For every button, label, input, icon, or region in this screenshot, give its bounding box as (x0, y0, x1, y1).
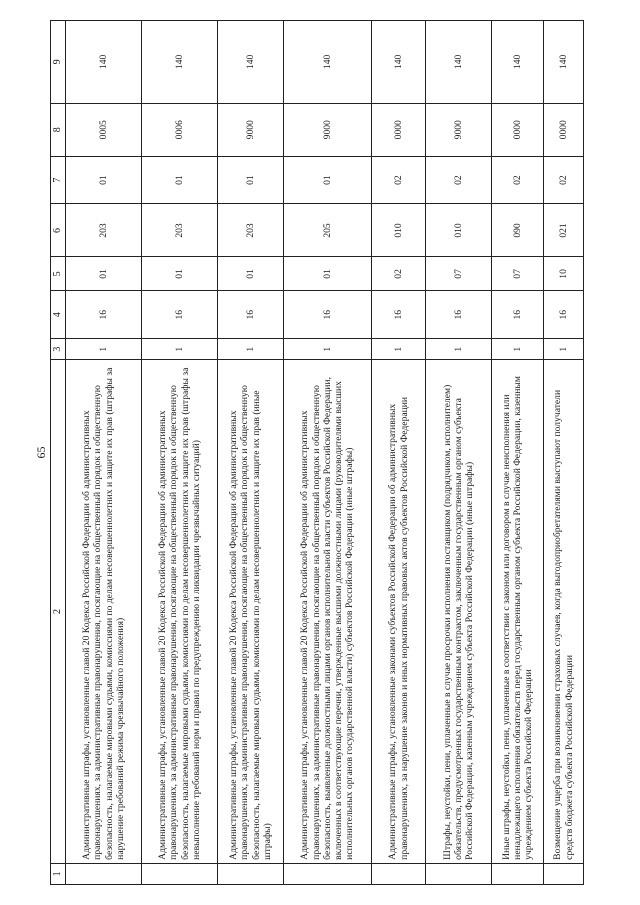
cell-description: Иные штрафы, неустойки, пени, уплаченные в соответствии с законом или договором в случае неисполнения или ненадлежащего исполнения обязательств перед государственным органом субъекта Российской Федерации, казенным учреждением субъекта Российской Федерации (492, 360, 544, 864)
header-cell: 7 (51, 156, 66, 204)
cell-col9: 140 (66, 21, 142, 104)
cell-col3: 1 (142, 339, 218, 360)
cell-col3: 1 (544, 339, 584, 360)
cell-col5: 10 (544, 257, 584, 291)
cell-col7: 02 (492, 156, 544, 204)
page-number: 65 (34, 446, 48, 459)
cell-col3: 1 (66, 339, 142, 360)
cell-col1 (66, 863, 142, 884)
header-cell: 9 (51, 21, 66, 104)
cell-col8: 0000 (372, 103, 426, 156)
cell-col5: 07 (426, 257, 492, 291)
cell-col1 (372, 863, 426, 884)
cell-col6: 021 (544, 204, 584, 257)
cell-col5: 01 (284, 257, 372, 291)
cell-col9: 140 (372, 21, 426, 104)
cell-col7: 02 (426, 156, 492, 204)
cell-col5: 02 (372, 257, 426, 291)
header-cell: 1 (51, 863, 66, 884)
cell-col3: 1 (426, 339, 492, 360)
rotated-page (36, 20, 621, 885)
header-cell: 5 (51, 257, 66, 291)
cell-col3: 1 (284, 339, 372, 360)
cell-description: Штрафы, неустойки, пени, уплаченные в случае просрочки исполнения поставщиком (подрядчиком, исполнителем) обязательств, предусмотренных государственным контрактом, заключенным государственным органом субъекта Российской Федерации, казенным учреждением субъекта Российской Федерации (иные штрафы) (426, 360, 492, 864)
cell-description: Административные штрафы, установленные законами субъектов Российской Федерации об административных правонарушениях, за нарушение законов и иных нормативных правовых актов субъектов Российской Федерации (372, 360, 426, 864)
cell-col4: 16 (372, 291, 426, 339)
cell-col4: 16 (544, 291, 584, 339)
table-row (66, 21, 142, 885)
cell-col7: 01 (66, 156, 142, 204)
header-cell: 4 (51, 291, 66, 339)
table-row (284, 21, 372, 885)
table-header-row (51, 21, 66, 885)
cell-col9: 140 (492, 21, 544, 104)
cell-col4: 16 (492, 291, 544, 339)
cell-description: Возмещение ущерба при возникновении страховых случаев, когда выгодоприобретателями выступают получатели средств бюджета субъекта Российской Федерации (544, 360, 584, 864)
cell-col1 (426, 863, 492, 884)
cell-col7: 01 (284, 156, 372, 204)
cell-col4: 16 (218, 291, 284, 339)
cell-col5: 01 (218, 257, 284, 291)
cell-col6: 203 (66, 204, 142, 257)
cell-col9: 140 (426, 21, 492, 104)
cell-col6: 010 (372, 204, 426, 257)
cell-col6: 205 (284, 204, 372, 257)
cell-col9: 140 (218, 21, 284, 104)
cell-col8: 0000 (544, 103, 584, 156)
cell-description: Административные штрафы, установленные главой 20 Кодекса Российской Федерации об административных правонарушениях, за административные правонарушения, посягающие на общественный порядок и общественную безопасность, налагаемые мировыми судьями, комиссиями по делам несовершеннолетних и защите их прав (штрафы за нарушение требований режима чрезвычайного положения) (66, 360, 142, 864)
table-row (544, 21, 584, 885)
cell-col8: 0006 (142, 103, 218, 156)
cell-col9: 140 (284, 21, 372, 104)
table-row (492, 21, 544, 885)
cell-col7: 02 (544, 156, 584, 204)
table-row (426, 21, 492, 885)
cell-col8: 9000 (426, 103, 492, 156)
cell-col6: 010 (426, 204, 492, 257)
cell-col8: 0000 (492, 103, 544, 156)
cell-col7: 02 (372, 156, 426, 204)
cell-col1 (218, 863, 284, 884)
table-row (142, 21, 218, 885)
cell-col3: 1 (492, 339, 544, 360)
cell-col1 (492, 863, 544, 884)
cell-col4: 16 (284, 291, 372, 339)
cell-col6: 203 (218, 204, 284, 257)
cell-col4: 16 (142, 291, 218, 339)
header-cell: 2 (51, 360, 66, 864)
cell-col4: 16 (66, 291, 142, 339)
cell-col8: 9000 (218, 103, 284, 156)
cell-col8: 0005 (66, 103, 142, 156)
header-cell: 8 (51, 103, 66, 156)
cell-col1 (284, 863, 372, 884)
table-row (372, 21, 426, 885)
cell-description: Административные штрафы, установленные главой 20 Кодекса Российской Федерации об административных правонарушениях, за административные правонарушения, посягающие на общественный порядок и общественную безопасность, налагаемые мировыми судьями, комиссиями по делам несовершеннолетних и защите их прав (штрафы за невыполнение требований норм и правил по предупреждению и ликвидации чрезвычайных ситуаций) (142, 360, 218, 864)
cell-col1 (544, 863, 584, 884)
cell-col3: 1 (372, 339, 426, 360)
cell-description: Административные штрафы, установленные главой 20 Кодекса Российской Федерации об административных правонарушениях, за административные правонарушения, посягающие на общественный порядок и общественную безопасность, налагаемые мировыми судьями, комиссиями по делам несовершеннолетних и защите их прав (иные штрафы) (218, 360, 284, 864)
cell-col6: 203 (142, 204, 218, 257)
table-row (218, 21, 284, 885)
budget-classification-table (50, 20, 584, 885)
cell-col6: 090 (492, 204, 544, 257)
cell-col5: 01 (66, 257, 142, 291)
cell-col4: 16 (426, 291, 492, 339)
cell-col1 (142, 863, 218, 884)
cell-col5: 07 (492, 257, 544, 291)
header-cell: 6 (51, 204, 66, 257)
cell-col7: 01 (218, 156, 284, 204)
cell-col5: 01 (142, 257, 218, 291)
cell-col9: 140 (544, 21, 584, 104)
cell-col9: 140 (142, 21, 218, 104)
cell-col3: 1 (218, 339, 284, 360)
cell-col7: 01 (142, 156, 218, 204)
cell-description: Административные штрафы, установленные главой 20 Кодекса Российской Федерации об административных правонарушениях, за административные правонарушения, посягающие на общественный порядок и общественную безопасность, выявленные должностными лицами органов исполнительной власти субъектов Российской Федерации, включенных в соответствующие перечни, утвержденные высшими должностными лицами (руководителями высших исполнительных органов государственной власти) субъектов Российской Федерации (иные штрафы) (284, 360, 372, 864)
header-cell: 3 (51, 339, 66, 360)
cell-col8: 9000 (284, 103, 372, 156)
